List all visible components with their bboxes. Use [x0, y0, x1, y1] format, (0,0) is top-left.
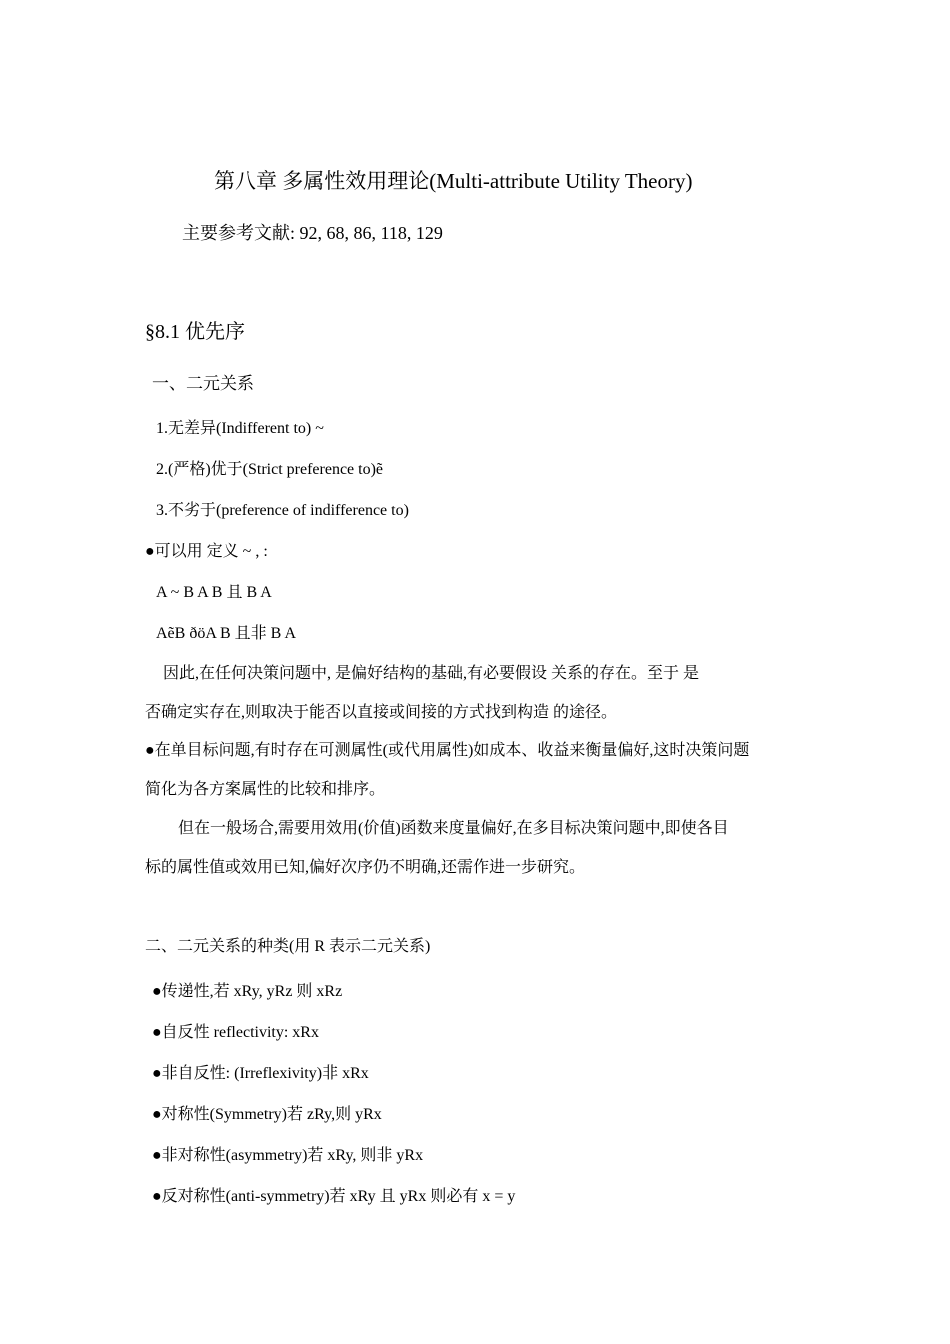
- relation-item: 3.不劣于(preference of indifference to): [156, 502, 409, 519]
- definition-line: ●可以用 定义 ~ , :: [145, 543, 268, 560]
- paragraph-line: 否确定实存在,则取决于能否以直接或间接的方式找到构造 的途径。: [145, 704, 618, 721]
- paragraph-line: 简化为各方案属性的比较和排序。: [145, 781, 386, 798]
- chapter-title: 第八章 多属性效用理论(Multi-attribute Utility Theory): [214, 169, 693, 193]
- paragraph-line: 因此,在任何决策问题中, 是偏好结构的基础,有必要假设 关系的存在。至于 是: [163, 665, 700, 682]
- references-line: 主要参考文献: 92, 68, 86, 118, 129: [182, 223, 443, 243]
- relation-item: 2.(严格)优于(Strict preference to)ẽ: [156, 461, 384, 478]
- relation-item: 1.无差异(Indifferent to) ~: [156, 420, 324, 437]
- paragraph-line: 但在一般场合,需要用效用(价值)函数来度量偏好,在多目标决策问题中,即使各目: [178, 820, 729, 837]
- formula-line: AẽB ðöA B 且非 B A: [156, 625, 297, 642]
- property-item: ●非对称性(asymmetry)若 xRy, 则非 yRx: [152, 1147, 424, 1164]
- subsection-heading-relation-types: 二、二元关系的种类(用 R 表示二元关系): [145, 938, 431, 955]
- section-heading: §8.1 优先序: [145, 321, 245, 343]
- property-item: ●反对称性(anti-symmetry)若 xRy 且 yRx 则必有 x = y: [152, 1188, 516, 1205]
- subsection-heading-binary-relations: 一、二元关系: [152, 374, 254, 393]
- property-item: ●非自反性: (Irreflexivity)非 xRx: [152, 1065, 369, 1082]
- property-item: ●自反性 reflectivity: xRx: [152, 1024, 319, 1041]
- formula-line: A ~ B A B 且 B A: [156, 584, 272, 601]
- property-item: ●对称性(Symmetry)若 zRy,则 yRx: [152, 1106, 382, 1123]
- paragraph-line: 标的属性值或效用已知,偏好次序仍不明确,还需作进一步研究。: [145, 859, 586, 876]
- property-item: ●传递性,若 xRy, yRz 则 xRz: [152, 983, 343, 1000]
- paragraph-line: ●在单目标问题,有时存在可测属性(或代用属性)如成本、收益来衡量偏好,这时决策问题: [145, 742, 750, 759]
